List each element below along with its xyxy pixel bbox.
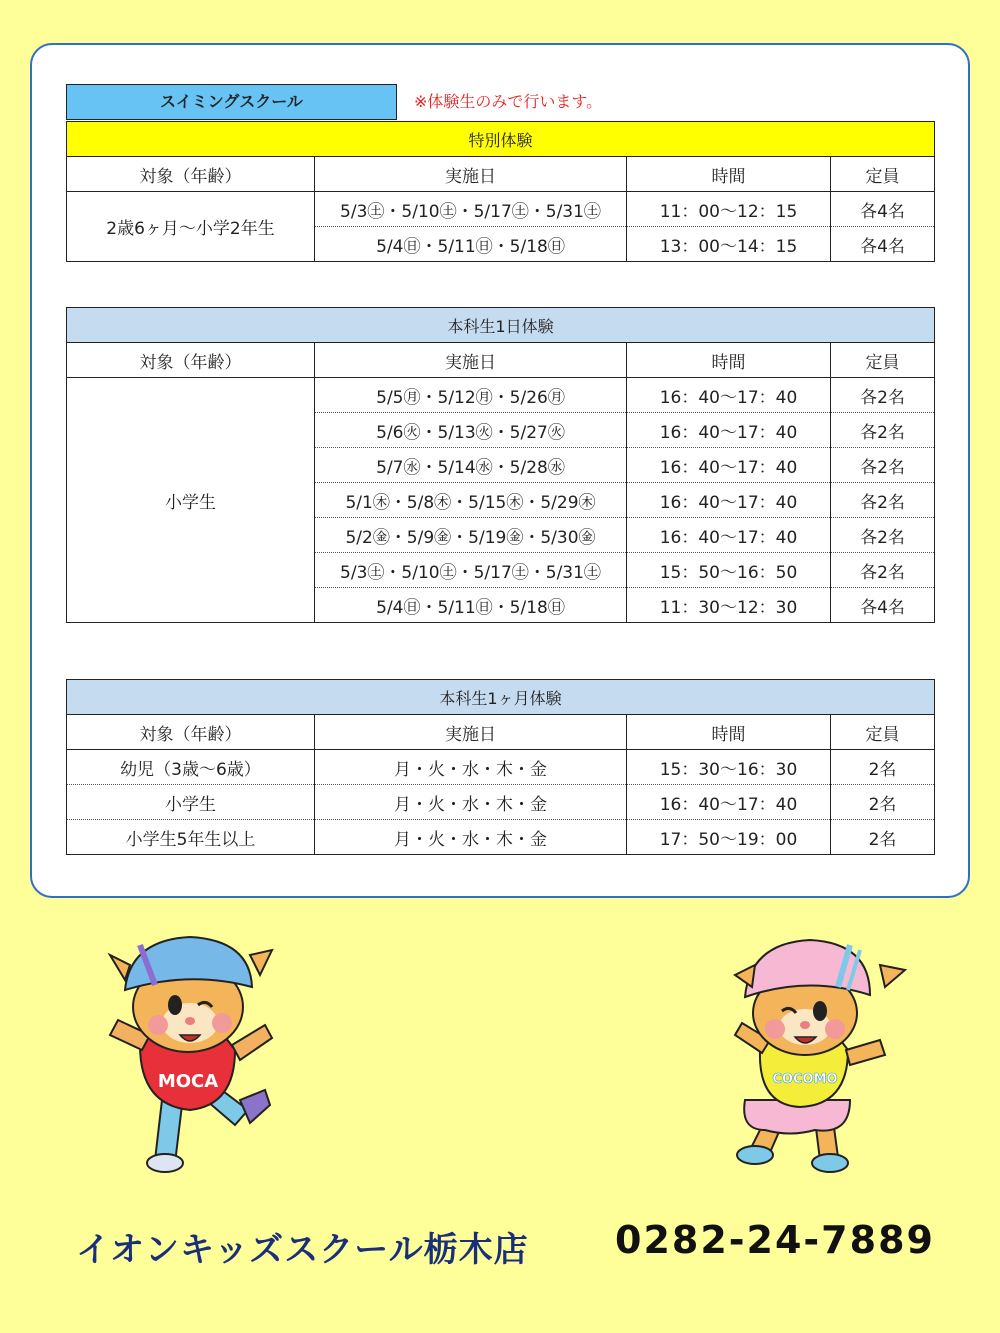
moca-shirt-text: MOCA [157,1071,219,1092]
moca-mascot-illustration [100,925,280,1180]
date-cell: 月・火・水・木・金 [315,785,627,820]
col-capacity: 定員 [831,157,935,192]
time-cell: 16：40～17：40 [627,483,831,518]
date-cell: 5/5㊊・5/12㊊・5/26㊊ [315,378,627,413]
capacity-cell: 各2名 [831,378,935,413]
col-target: 対象（年齢） [67,157,315,192]
school-tag: スイミングスクール [66,84,397,120]
col-date: 実施日 [315,715,627,750]
date-cell: 5/3㊏・5/10㊏・5/17㊏・5/31㊏ [315,553,627,588]
target-cell: 小学生5年生以上 [67,820,315,855]
cocomo-mascot-illustration [720,925,910,1180]
target-cell: 小学生 [67,785,315,820]
col-date: 実施日 [315,157,627,192]
col-time: 時間 [627,715,831,750]
col-time: 時間 [627,157,831,192]
time-cell: 16：40～17：40 [627,378,831,413]
onemonth-trial-table [66,679,935,855]
table-title: 特別体験 [67,122,935,157]
section-header [66,84,933,122]
phone-number[interactable]: 0282-24-7889 [615,1218,935,1262]
capacity-cell: 2名 [831,785,935,820]
table-row [67,192,935,227]
capacity-cell: 2名 [831,820,935,855]
date-cell: 5/2㊎・5/9㊎・5/19㊎・5/30㊎ [315,518,627,553]
capacity-cell: 各2名 [831,483,935,518]
oneday-trial-table [66,307,935,623]
target-cell: 小学生 [67,378,315,623]
table-row [67,820,935,855]
date-cell: 5/1㊍・5/8㊍・5/15㊍・5/29㊍ [315,483,627,518]
time-cell: 16：40～17：40 [627,518,831,553]
date-cell: 5/4㊐・5/11㊐・5/18㊐ [315,227,627,262]
table-row [67,378,935,413]
cocomo-shirt-text: COCOMO [772,1072,838,1087]
date-cell: 月・火・水・木・金 [315,750,627,785]
table-title: 本科生1ヶ月体験 [67,680,935,715]
capacity-cell: 各4名 [831,588,935,623]
col-capacity: 定員 [831,343,935,378]
special-trial-table [66,121,935,262]
col-target: 対象（年齢） [67,343,315,378]
time-cell: 17：50～19：00 [627,820,831,855]
date-cell: 5/6㊋・5/13㊋・5/27㊋ [315,413,627,448]
time-cell: 16：40～17：40 [627,448,831,483]
target-cell: 2歳6ヶ月～小学2年生 [67,192,315,262]
time-cell: 15：30～16：30 [627,750,831,785]
trial-note: ※体験生のみで行います。 [414,92,603,111]
target-cell: 幼児（3歳～6歳） [67,750,315,785]
table-row [67,785,935,820]
date-cell: 5/4㊐・5/11㊐・5/18㊐ [315,588,627,623]
time-cell: 16：40～17：40 [627,413,831,448]
date-cell: 5/7㊌・5/14㊌・5/28㊌ [315,448,627,483]
capacity-cell: 各2名 [831,448,935,483]
capacity-cell: 各2名 [831,413,935,448]
date-cell: 月・火・水・木・金 [315,820,627,855]
table-title: 本科生1日体験 [67,308,935,343]
time-cell: 11：00～12：15 [627,192,831,227]
capacity-cell: 各4名 [831,192,935,227]
time-cell: 16：40～17：40 [627,785,831,820]
col-date: 実施日 [315,343,627,378]
capacity-cell: 2名 [831,750,935,785]
school-name: イオンキッズスクール栃木店 [76,1230,529,1270]
capacity-cell: 各4名 [831,227,935,262]
col-time: 時間 [627,343,831,378]
capacity-cell: 各2名 [831,518,935,553]
time-cell: 15：50～16：50 [627,553,831,588]
table-row [67,750,935,785]
date-cell: 5/3㊏・5/10㊏・5/17㊏・5/31㊏ [315,192,627,227]
col-capacity: 定員 [831,715,935,750]
col-target: 対象（年齢） [67,715,315,750]
capacity-cell: 各2名 [831,553,935,588]
time-cell: 13：00～14：15 [627,227,831,262]
time-cell: 11：30～12：30 [627,588,831,623]
